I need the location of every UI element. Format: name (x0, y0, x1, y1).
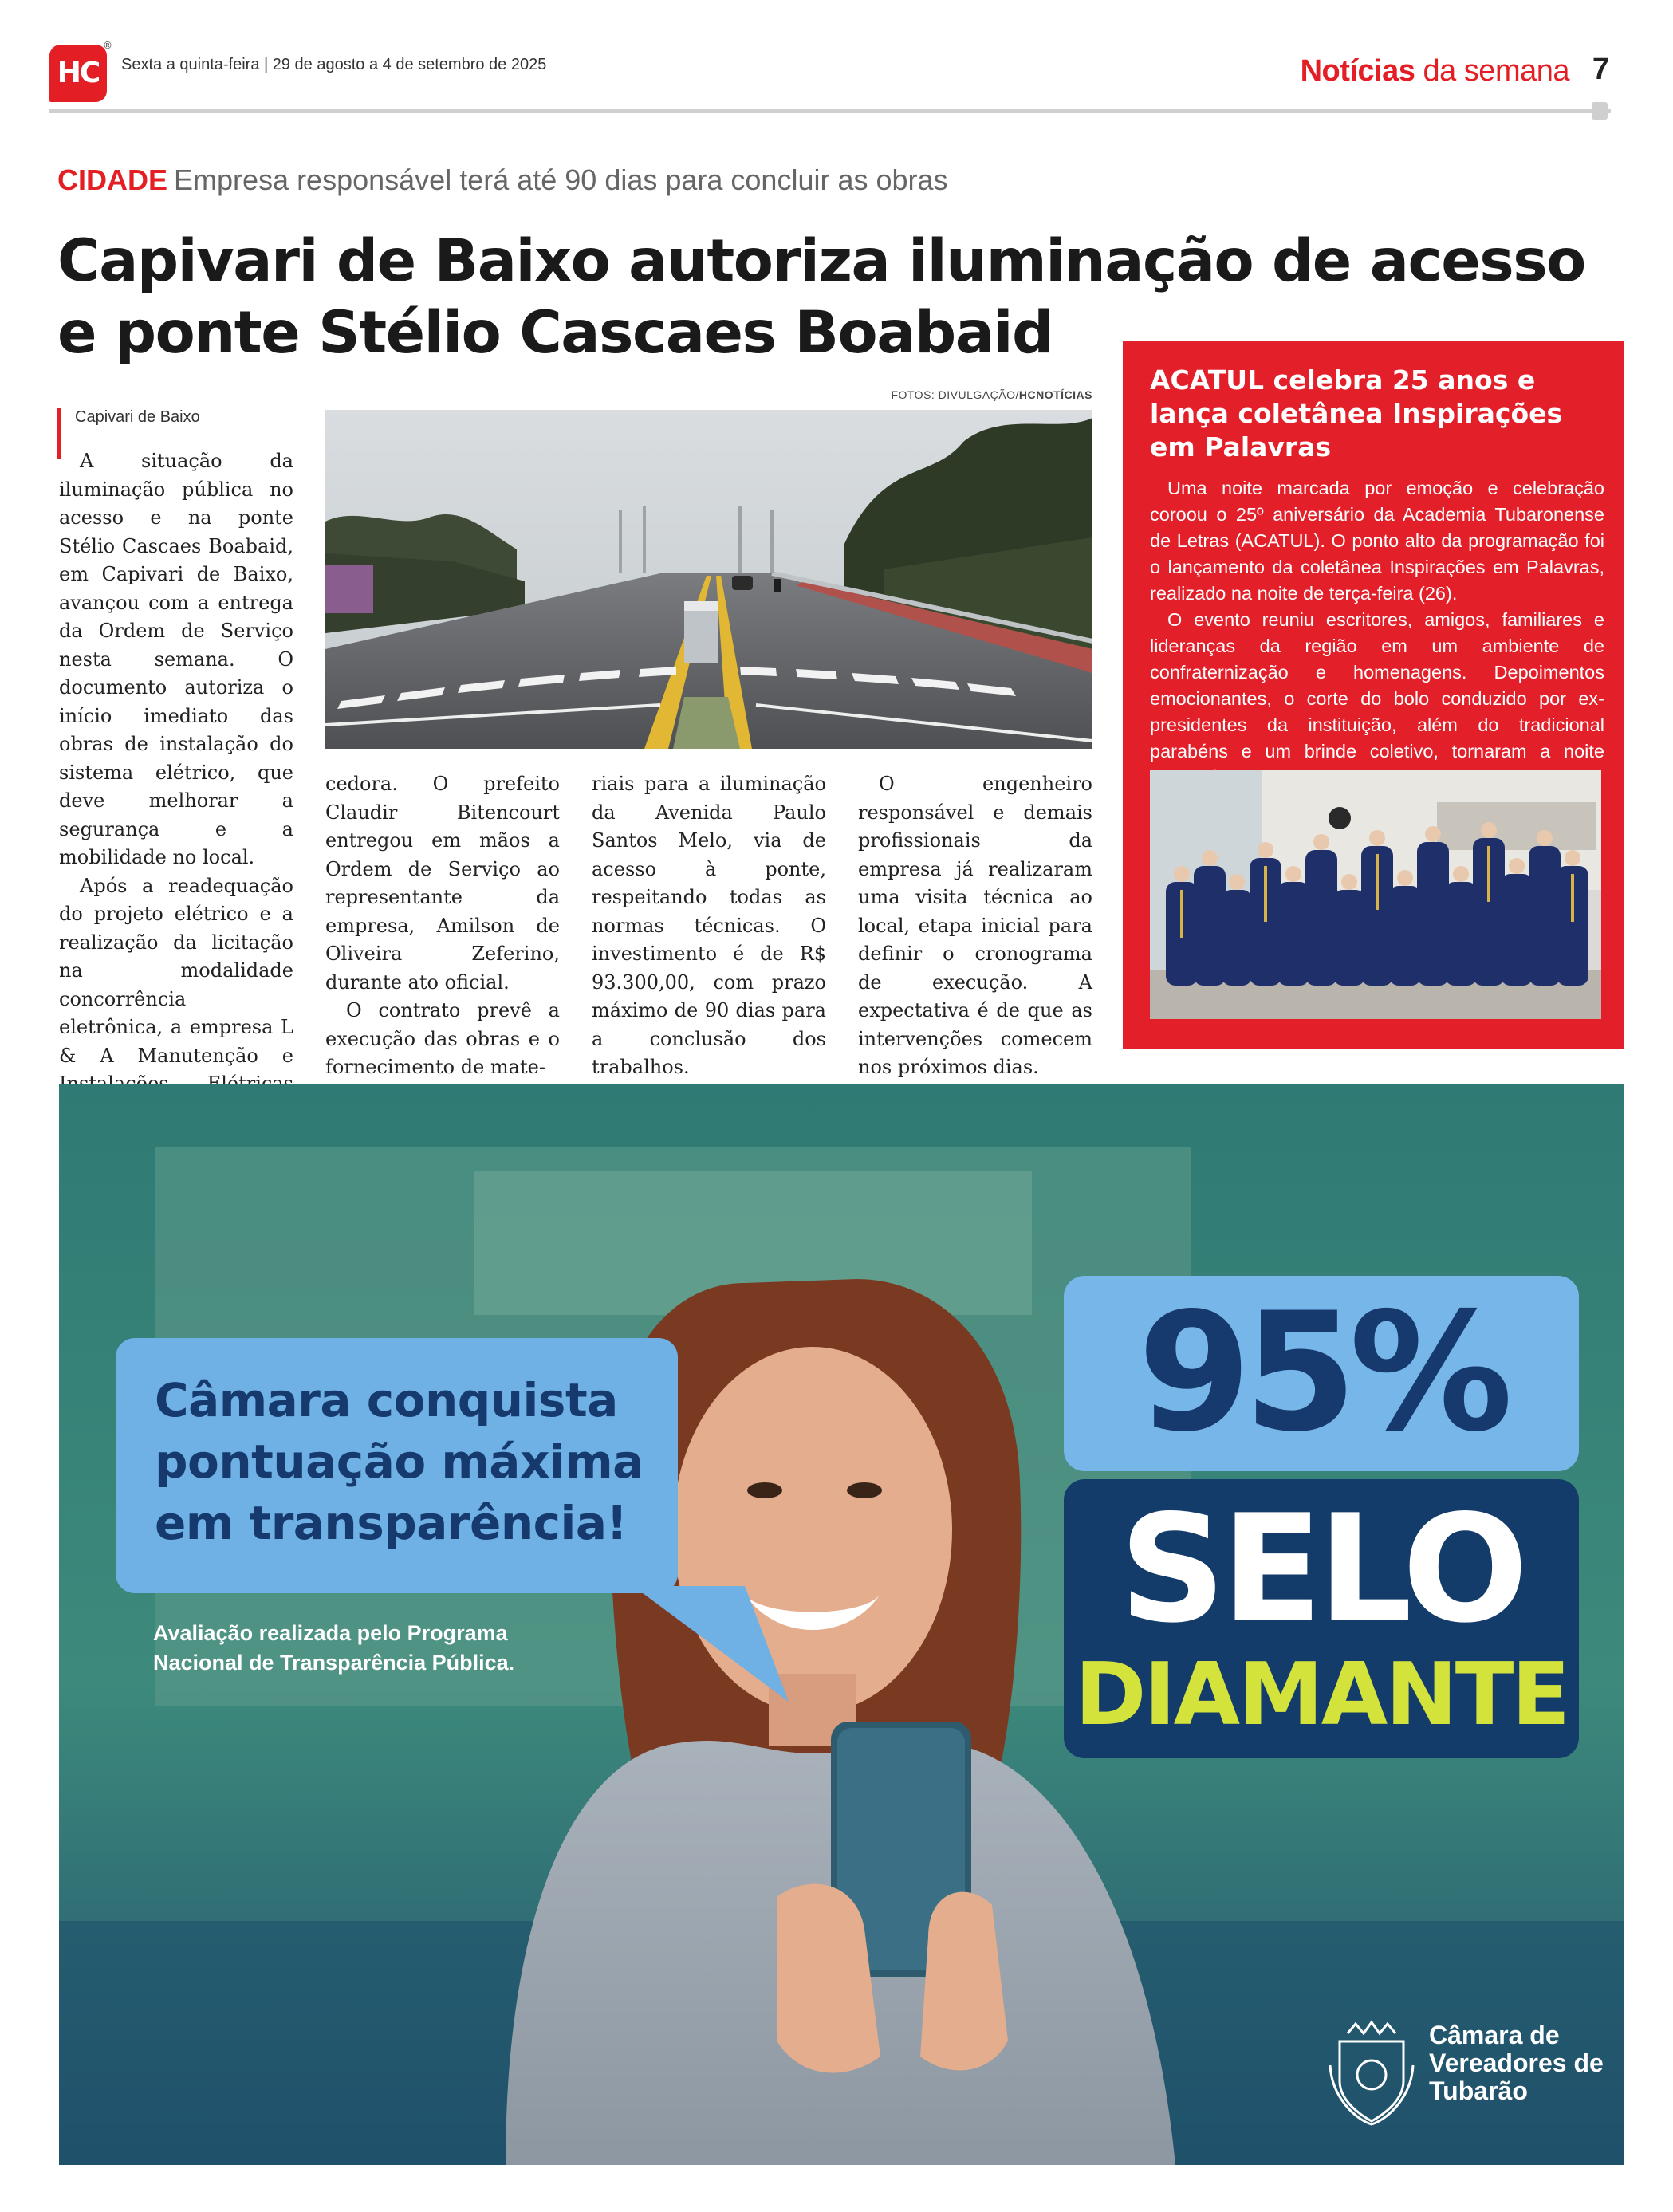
article-byline: Capivari de Baixo (75, 408, 200, 426)
seal-label: SELO (1119, 1482, 1524, 1655)
acatul-group-photo (1150, 770, 1601, 1019)
kicker-text: Empresa responsável terá até 90 dias para concluir as obras (174, 163, 948, 196)
article-paragraph: Após a readequação do projeto elétrico e a realização da licitação na modalidade concorrência eletrônica, a empresa L & A Manutenção e (59, 874, 293, 1067)
article-paragraph: cedora. O prefeito Claudir Bitencourt entregou em mãos a Ordem de Serviço ao representante da empresa, Amilson de Oliveira Zeferino, durante ato oficial. (325, 773, 560, 994)
header-divider (49, 109, 1611, 113)
photo-credit-bold: HCNOTÍCIAS (1018, 388, 1092, 401)
article-column-3 (592, 770, 826, 1082)
section-title-bold: Notícias (1300, 54, 1415, 88)
section-title-light: da semana (1423, 54, 1569, 88)
header-tab-marker (1592, 102, 1608, 120)
acatul-sidebar (1123, 341, 1624, 1049)
article-column-2 (325, 770, 560, 1082)
seal-level: DIAMANTE (1074, 1645, 1569, 1745)
tubarao-crest-icon (1324, 2017, 1419, 2129)
sidebar-title: ACATUL celebra 25 anos e lança coletânea Inspirações em Palavras (1150, 364, 1563, 462)
article-paragraph: O contrato prevê a execução das obras e o fornecimento de mate- (325, 999, 560, 1078)
sidebar-paragraph: Uma noite marcada por emoção e celebração coroou o 25º aniversário da Academia Tubaronense de Letras (ACATUL). O ponto alto da programação foi o lançamento da coletânea Inspirações em Palavras, realizado na noite de terça-feira (26). (1150, 478, 1604, 604)
article-column-1 (59, 447, 293, 1127)
sidebar-body (1150, 475, 1604, 791)
page-number: 7 (1592, 53, 1609, 86)
road-bridge-photo (325, 410, 1092, 749)
section-title (1301, 54, 1569, 89)
advertiser-name: Câmara de Vereadores de Tubarão (1429, 2021, 1604, 2105)
edition-dateline: Sexta a quinta-feira | 29 de agosto a 4 de setembro de 2025 (121, 56, 547, 73)
article-headline: Capivari de Baixo autoriza iluminação de acesso e ponte Stélio Cascaes Boabaid (57, 227, 1585, 367)
article-paragraph: riais para a iluminação da Avenida Paulo Santos Melo, via de acesso à ponte, respeitando todas as normas técnicas. O investimento é de R$ 93.300,00, com prazo máximo de 90 dias para a conclusão dos trabalhos. (592, 773, 826, 1078)
photo-credit-light: FOTOS: DIVULGAÇÃO/ (891, 388, 1019, 401)
article-column-4 (858, 770, 1092, 1082)
ad-note: Avaliação realizada pelo Programa Nacional de Transparência Pública. (153, 1621, 515, 1675)
ad-headline: Câmara conquista pontuação máxima em transparência! (155, 1373, 644, 1550)
article-kicker (57, 163, 948, 197)
photo-credit (845, 388, 1092, 401)
article-paragraph: A situação da iluminação pública no acesso e na ponte Stélio Cascaes Boabaid, em Capivari de Baixo, avançou com a entrega da Ordem de Serviço nesta semana. O documento autoriza o início imediato das obras de instalação do sistema elétrico, que deve melhorar a segurança e a mobilidade no local. (59, 450, 293, 868)
registered-mark: ® (103, 40, 112, 51)
article-paragraph: O engenheiro responsável e demais profissionais da empresa já realizaram uma visita técnica ao local, etapa inicial para definir o cronograma de execução. A expectativa é de que as intervenções comecem nos próximos dias. (858, 773, 1092, 1078)
hc-logo: HC (49, 45, 107, 102)
section-tag: CIDADE (57, 163, 168, 196)
sidebar-paragraph: O evento reuniu escritores, amigos, familiares e lideranças da região em um ambiente de confraternização e homenagens. Depoimentos emocionantes, o corte do bolo conduzido por ex-presidentes da instituição, além do tradicional parabéns e um brinde coletivo, tornaram a noite (1150, 609, 1604, 762)
percent-value: 95% (1137, 1278, 1506, 1468)
